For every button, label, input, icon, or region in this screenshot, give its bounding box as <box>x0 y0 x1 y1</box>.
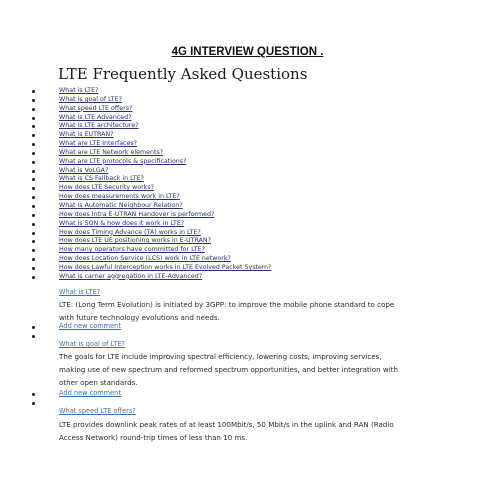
bullet-icon <box>32 402 35 405</box>
toc-link[interactable]: How does Lawful Interception works in LTE Evolved Packet System? <box>59 263 272 271</box>
toc-link[interactable]: What is LTE? <box>59 87 99 94</box>
toc-link[interactable]: What is SON & how does it work in LTE? <box>59 219 185 227</box>
toc-link[interactable]: What are LTE protocols & specifications? <box>59 157 187 165</box>
toc-link[interactable]: What is carrier aggregation in LTE-Advanced? <box>59 272 203 280</box>
add-comment-link[interactable]: Add new comment <box>59 389 121 397</box>
paragraph-line: Access Network) round-trip times of less than 10 ms. <box>59 433 248 442</box>
bullet-icon <box>32 214 35 217</box>
bullet-icon <box>32 232 35 235</box>
list-item <box>0 255 495 264</box>
paragraph-line: LTE: (Long Term Evolution) is initiated by 3GPP: to improve the mobile phone standard to cope <box>59 300 395 309</box>
toc-link[interactable]: What is goal of LTE? <box>59 95 122 103</box>
bullet-icon <box>32 170 35 173</box>
bullet-icon <box>32 240 35 243</box>
section-link-what-is-lte[interactable]: What is LTE? <box>59 288 101 296</box>
bullet-icon <box>32 152 35 155</box>
toc-link[interactable]: What speed LTE offers? <box>59 104 133 112</box>
list-item <box>0 193 495 202</box>
toc-link[interactable]: What are LTE Network elements? <box>59 148 164 156</box>
bullet-icon <box>32 393 35 396</box>
toc-link[interactable]: How does LTE Security works? <box>59 184 154 192</box>
toc-link[interactable]: How does measurements work in LTE? <box>59 193 180 201</box>
toc-link[interactable]: What is CS Fallback in LTE? <box>59 175 144 183</box>
bullet-icon <box>32 161 35 164</box>
list-item <box>0 87 495 96</box>
bullet-icon <box>32 249 35 252</box>
section-paragraph <box>59 298 437 324</box>
section-paragraph <box>59 350 437 389</box>
list-item <box>0 105 495 114</box>
section-link-goal-of-lte[interactable]: What is goal of LTE? <box>59 340 125 348</box>
list-item <box>0 220 495 229</box>
list-item <box>0 229 495 238</box>
bullet-icon <box>32 117 35 120</box>
bullet-icon <box>32 205 35 208</box>
section-link-speed-lte-offers[interactable]: What speed LTE offers? <box>59 407 136 415</box>
list-item <box>0 202 495 211</box>
bullet-icon <box>32 223 35 226</box>
list-item <box>0 246 495 255</box>
list-item <box>0 175 495 184</box>
bullet-icon <box>32 258 35 261</box>
toc-link[interactable]: What is LTE architecture? <box>59 122 139 130</box>
bullet-icon <box>32 143 35 146</box>
document-title: 4G INTERVIEW QUESTION . <box>171 46 324 58</box>
bullet-icon <box>32 125 35 128</box>
bullet-icon <box>32 108 35 111</box>
bullet-icon <box>32 90 35 93</box>
toc-link[interactable]: What is Automatic Neighbour Relation? <box>59 201 183 209</box>
toc-link[interactable]: What is VoLGA? <box>59 166 109 174</box>
paragraph-line: other open standards. <box>59 378 138 387</box>
toc-link[interactable]: How does Intra E-UTRAN Handover is performed? <box>59 210 215 218</box>
bullet-icon <box>32 267 35 270</box>
paragraph-line: The goals for LTE include improving spectral efficiency, lowering costs, improving services, <box>59 352 382 361</box>
list-item <box>0 184 495 193</box>
bullet-icon <box>32 276 35 279</box>
bullet-icon <box>32 196 35 199</box>
add-comment-link[interactable]: Add new comment <box>59 322 121 330</box>
bullet-icon <box>32 99 35 102</box>
list-item <box>0 211 495 220</box>
bullet-icon <box>32 335 35 338</box>
toc-link[interactable]: What is EUTRAN? <box>59 131 114 139</box>
bullet-icon <box>32 134 35 137</box>
list-item <box>0 273 495 282</box>
toc-link[interactable]: How many operators have committed for LTE? <box>59 246 205 254</box>
toc-link[interactable]: What is LTE Advanced? <box>59 113 132 121</box>
toc-link[interactable]: How does Location Service (LCS) work in LTE network? <box>59 255 231 263</box>
list-item <box>0 158 495 167</box>
toc-link[interactable]: How does LTE UE positioning works in E-UTRAN? <box>59 237 211 245</box>
faq-heading: LTE Frequently Asked Questions <box>58 65 308 83</box>
list-item <box>0 237 495 246</box>
bullet-icon <box>32 187 35 190</box>
paragraph-line: making use of new spectrum and reformed spectrum opportunities, and better integration with <box>59 365 398 374</box>
faq-table-of-contents <box>0 87 495 282</box>
section-paragraph <box>59 418 437 444</box>
toc-link[interactable]: How does Timing Advance (TA) works in LTE? <box>59 228 201 236</box>
list-item <box>0 114 495 123</box>
bullet-icon <box>32 178 35 181</box>
paragraph-line: with future technology evolutions and needs. <box>59 313 220 322</box>
list-item <box>0 264 495 273</box>
paragraph-line: LTE provides downlink peak rates of at least 100Mbit/s, 50 Mbit/s in the uplink and RAN (Radio <box>59 420 394 429</box>
bullet-icon <box>32 326 35 329</box>
list-item <box>0 131 495 140</box>
toc-link[interactable]: What are LTE Interfaces? <box>59 140 138 148</box>
list-item <box>0 96 495 105</box>
list-item <box>0 140 495 149</box>
list-item <box>0 122 495 131</box>
list-item <box>0 149 495 158</box>
list-item <box>0 167 495 176</box>
